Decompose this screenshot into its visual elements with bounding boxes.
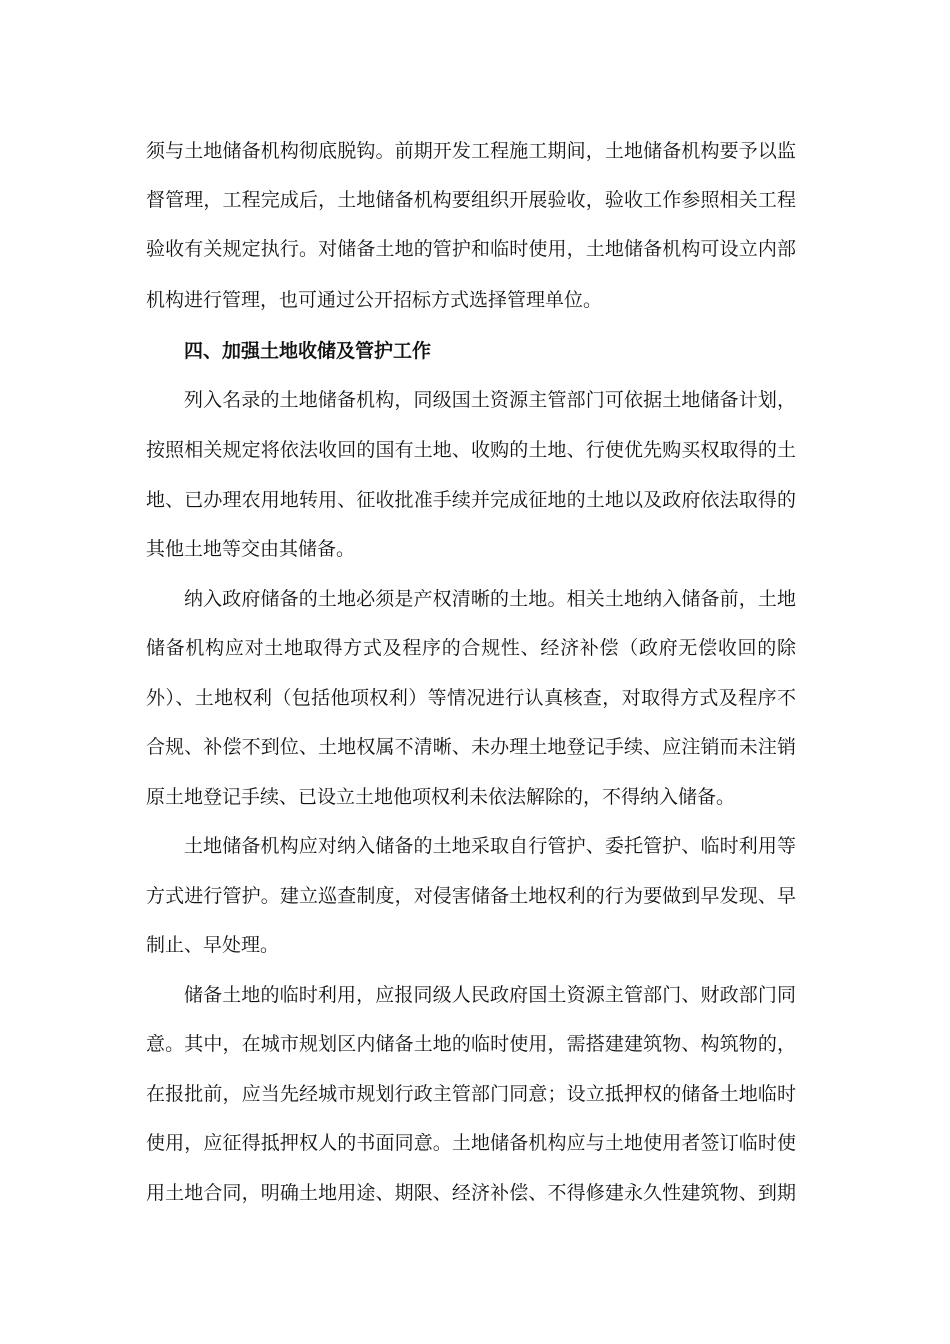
text-line: 合规、补偿不到位、土地权属不清晰、未办理土地登记手续、应注销而未注销 <box>146 736 796 758</box>
text-line: 方式进行管护。建立巡查制度，对侵害储备土地权利的行为要做到早发现、早 <box>146 885 796 907</box>
text-line: 地、已办理农用地转用、征收批准手续并完成征地的土地以及政府依法取得的 <box>146 489 796 511</box>
text-line: 储备土地的临时利用，应报同级人民政府国土资源主管部门、财政部门同 <box>184 984 796 1006</box>
text-line: 纳入政府储备的土地必须是产权清晰的土地。相关土地纳入储备前，土地 <box>184 588 796 610</box>
text-line: 在报批前，应当先经城市规划行政主管部门同意；设立抵押权的储备土地临时 <box>146 1083 796 1105</box>
text-line: 其他土地等交由其储备。 <box>146 538 356 560</box>
text-line: 列入名录的土地储备机构，同级国土资源主管部门可依据土地储备计划， <box>184 389 796 411</box>
text-line: 意。其中，在城市规划区内储备土地的临时使用，需搭建建筑物、构筑物的， <box>146 1033 796 1055</box>
text-line: 使用，应征得抵押权人的书面同意。土地储备机构应与土地使用者签订临时使 <box>146 1132 796 1154</box>
text-line: 按照相关规定将依法收回的国有土地、收购的土地、行使优先购买权取得的土 <box>146 439 796 461</box>
text-line: 制止、早处理。 <box>146 934 280 956</box>
text-line: 督管理，工程完成后，土地储备机构要组织开展验收，验收工作参照相关工程 <box>146 189 796 211</box>
text-line: 土地储备机构应对纳入储备的土地采取自行管护、委托管护、临时利用等 <box>184 835 796 857</box>
text-line: 原土地登记手续、已设立土地他项权利未依法解除的，不得纳入储备。 <box>146 786 736 808</box>
text-line: 外）、土地权利（包括他项权利）等情况进行认真核查，对取得方式及程序不 <box>146 687 796 709</box>
text-line: 储备机构应对土地取得方式及程序的合规性、经济补偿（政府无偿收回的除 <box>146 637 796 659</box>
section-heading: 四、加强土地收储及管护工作 <box>184 340 432 362</box>
text-line: 验收有关规定执行。对储备土地的管护和临时使用，土地储备机构可设立内部 <box>146 238 796 260</box>
text-line: 须与土地储备机构彻底脱钩。前期开发工程施工期间，土地储备机构要予以监 <box>146 140 796 162</box>
text-line: 机构进行管理，也可通过公开招标方式选择管理单位。 <box>146 289 603 311</box>
text-line: 用土地合同，明确土地用途、期限、经济补偿、不得修建永久性建筑物、到期 <box>146 1182 796 1204</box>
